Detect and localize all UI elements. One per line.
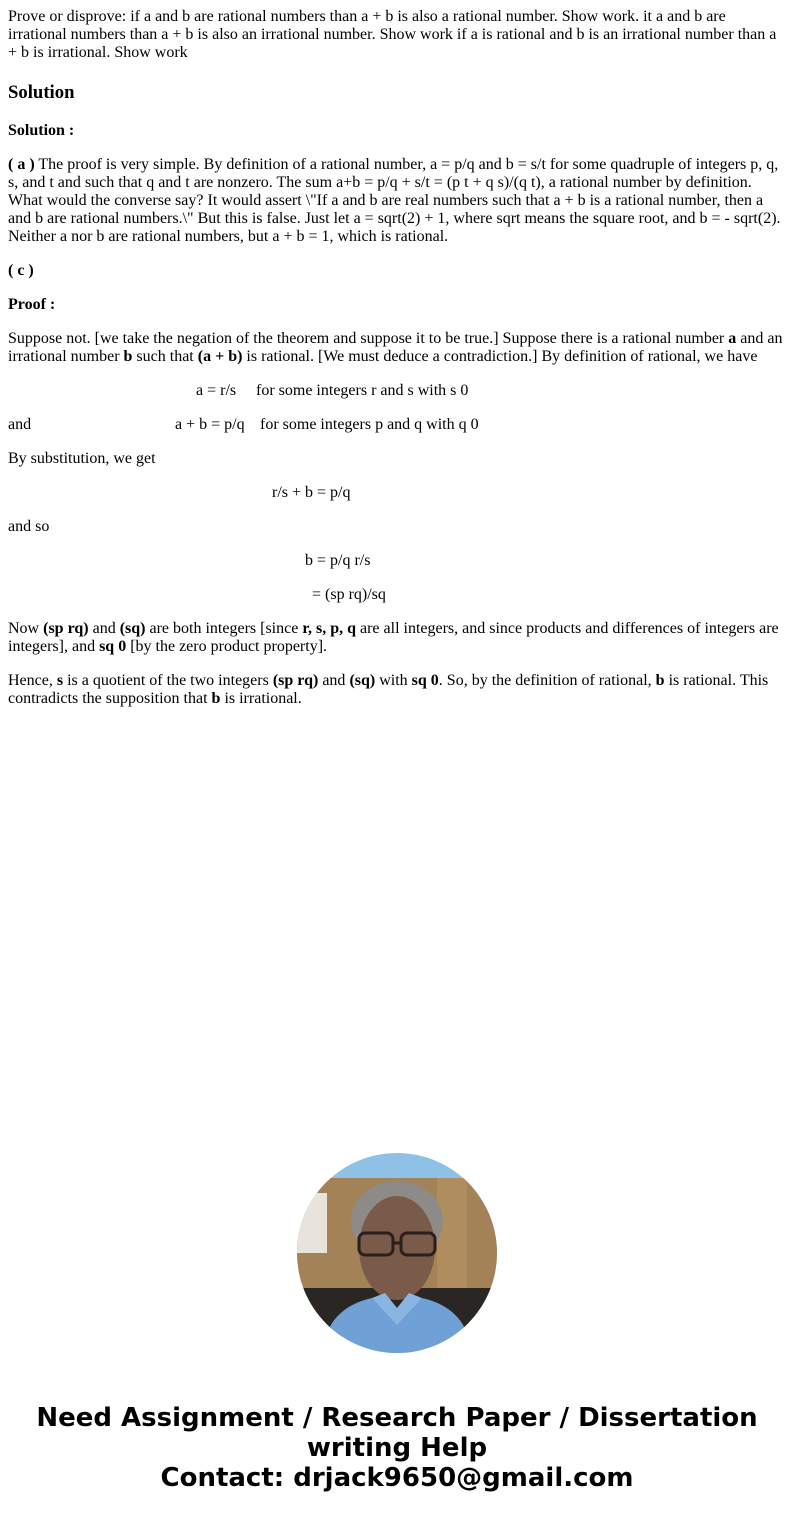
author-photo [297, 1153, 497, 1353]
equation-b: b = p/q r/s [305, 552, 371, 569]
part-c-label: ( c ) [8, 262, 34, 279]
substitution-text: By substitution, we get [8, 450, 156, 467]
equation-substituted: r/s + b = p/q [272, 484, 351, 501]
promo-line-1: Need Assignment / Research Paper / Dissertation [36, 1403, 758, 1433]
equation-a-condition: for some integers r and s with s 0 [256, 382, 469, 399]
question-text: Prove or disprove: if a and b are rational numbers than a + b is also a rational number. Show work. it a and b are irrational numbers than a + b is also an irrational number. Show work if a is rational and b is an irrational number than a + b is irrational. Show work [8, 8, 777, 61]
equation-ab: a + b = p/q [175, 416, 245, 433]
part-a-label: ( a ) [8, 156, 35, 173]
conclusion-paragraph: Hence, s is a quotient of the two integers (sp rq) and (sq) with sq 0. So, by the definition of rational, b is rational. This contradicts the supposition that b is irrational. [8, 672, 769, 707]
promo-line-2: writing Help [306, 1433, 488, 1463]
equation-a: a = r/s [196, 382, 237, 399]
person-portrait-icon [297, 1153, 497, 1353]
now-paragraph: Now (sp rq) and (sq) are both integers [since r, s, p, q are all integers, and since products and differences of integers are integers], and sq 0 [by the zero product property]. [8, 620, 779, 655]
proof-label: Proof : [8, 296, 56, 313]
and-label: and [8, 416, 32, 433]
solution-label: Solution : [8, 122, 75, 139]
proof-intro: Suppose not. [we take the negation of the theorem and suppose it to be true.] Suppose there is a rational number a and an irrational number b such that (a + b) is rational. [We must deduce a contradiction.] By definition of rational, we have [8, 330, 783, 365]
equation-ab-condition: for some integers p and q with q 0 [260, 416, 479, 433]
promo-banner [0, 1403, 794, 1493]
and-so-text: and so [8, 518, 50, 535]
document-body [8, 8, 786, 382]
equation-b-simplified: = (sp rq)/sq [312, 586, 386, 603]
part-a-paragraph: ( a ) The proof is very simple. By definition of a rational number, a = p/q and b = s/t for some quadruple of integers p, q, s, and t and such that q and t are nonzero. The sum a+b = p/q + s/t = (p t + q s)/(q t), a rational number by definition. What would the converse say? It would assert \"If a and b are real numbers such that a + b is a rational number, then a and b are rational numbers.\" But this is false. Just let a = sqrt(2) + 1, where sqrt means the square root, and b = - sqrt(2). Neither a nor b are rational numbers, but a + b = 1, which is rational. [8, 156, 781, 245]
promo-contact: Contact: drjack9650@gmail.com [160, 1463, 634, 1493]
solution-heading: Solution [8, 82, 75, 103]
